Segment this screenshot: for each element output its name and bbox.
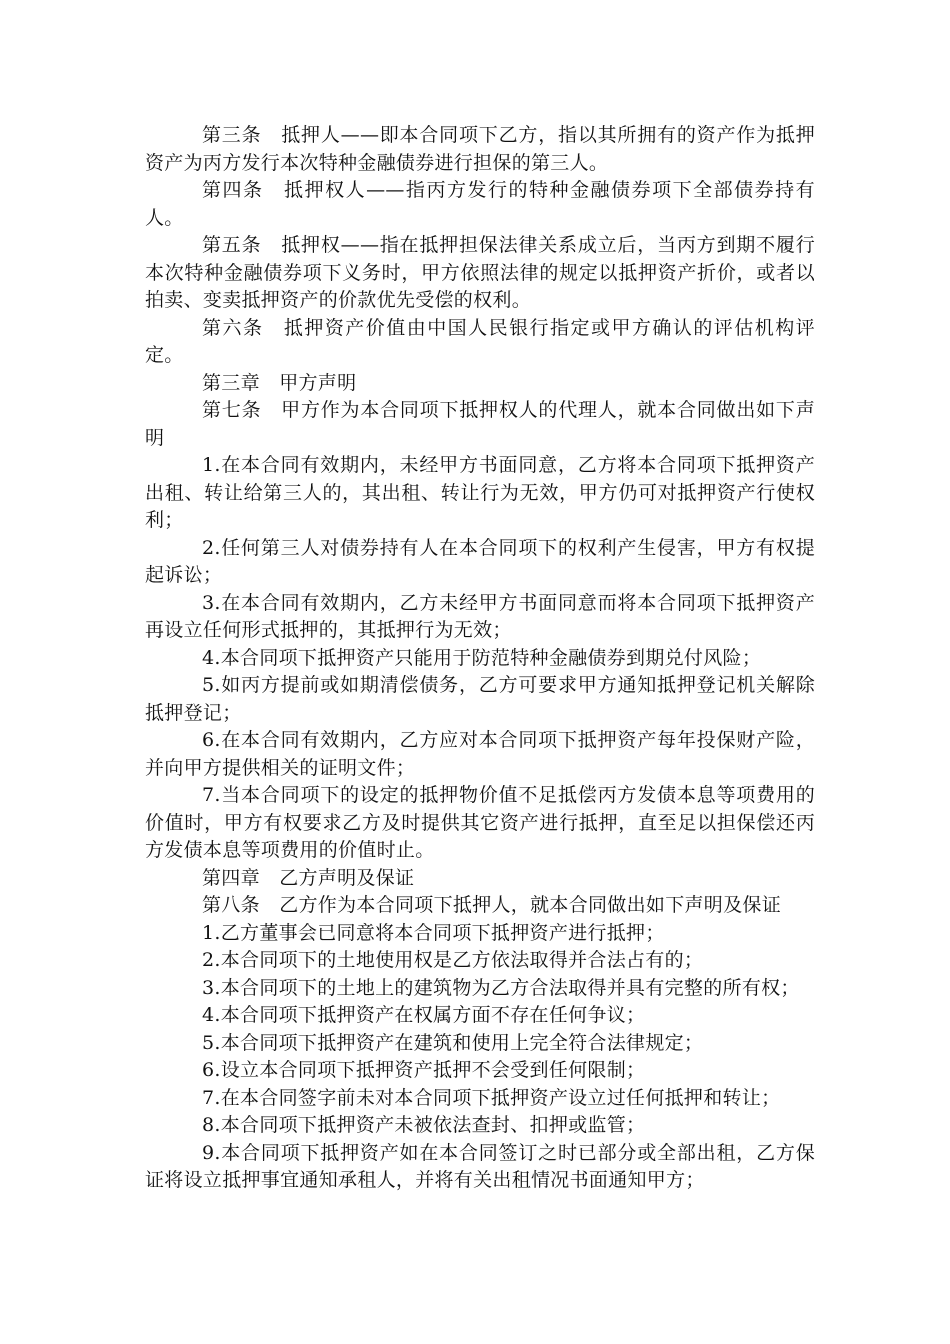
article-7-item-1: 1.在本合同有效期内，未经甲方书面同意，乙方将本合同项下抵押资产出租、转让给第三人的，其出租、转让行为无效，甲方仍可对抵押资产行使权利； (145, 454, 815, 531)
article-8-paragraph: 第八条 乙方作为本合同项下抵押人，就本合同做出如下声明及保证 (202, 894, 782, 916)
article-6-paragraph: 第六条 抵押资产价值由中国人民银行指定或甲方确认的评估机构评定。 (145, 316, 815, 366)
article-8-item-2: 2.本合同项下的土地使用权是乙方依法取得并合法占有的； (202, 949, 704, 971)
article-4-paragraph: 第四条 抵押权人——指丙方发行的特种金融债券项下全部债券持有人。 (145, 179, 815, 229)
article-7-item-6: 6.在本合同有效期内，乙方应对本合同项下抵押资产每年投保财产险，并向甲方提供相关的证明文件； (145, 729, 815, 779)
article-7-item-7: 7.当本合同项下的设定的抵押物价值不足抵偿丙方发债本息等项费用的价值时，甲方有权要求乙方及时提供其它资产进行抵押，直至足以担保偿还丙方发债本息等项费用的价值时止。 (145, 784, 815, 861)
document-body (145, 122, 815, 1195)
article-7-item-5: 5.如丙方提前或如期清偿债务，乙方可要求甲方通知抵押登记机关解除抵押登记； (145, 674, 815, 724)
article-8-item-8: 8.本合同项下抵押资产未被依法查封、扣押或监管； (202, 1114, 646, 1136)
article-8-item-7: 7.在本合同签字前未对本合同项下抵押资产设立过任何抵押和转让； (202, 1086, 781, 1109)
article-8-item-9: 9.本合同项下抵押资产如在本合同签订之时已部分或全部出租，乙方保证将设立抵押事宜通知承租人，并将有关出租情况书面通知甲方； (145, 1141, 815, 1191)
chapter-3-heading: 第三章 甲方声明 (202, 371, 357, 394)
article-8-item-3: 3.本合同项下的土地上的建筑物为乙方合法取得并具有完整的所有权； (202, 976, 800, 999)
article-7-item-2: 2.任何第三人对债券持有人在本合同项下的权利产生侵害，甲方有权提起诉讼； (145, 536, 815, 586)
article-8-item-1: 1.乙方董事会已同意将本合同项下抵押资产进行抵押； (202, 921, 665, 944)
article-7-item-4: 4.本合同项下抵押资产只能用于防范特种金融债券到期兑付风险； (202, 646, 762, 669)
article-8-item-6: 6.设立本合同项下抵押资产抵押不会受到任何限制； (202, 1059, 646, 1081)
article-7-item-3: 3.在本合同有效期内，乙方未经甲方书面同意而将本合同项下抵押资产再设立任何形式抵押的，其抵押行为无效； (145, 591, 815, 641)
article-5-paragraph: 第五条 抵押权——指在抵押担保法律关系成立后，当丙方到期不履行本次特种金融债券项下义务时，甲方依照法律的规定以抵押资产折价，或者以拍卖、变卖抵押资产的价款优先受偿的权利。 (145, 234, 815, 311)
article-8-item-4: 4.本合同项下抵押资产在权属方面不存在任何争议； (202, 1004, 646, 1026)
article-8-item-5: 5.本合同项下抵押资产在建筑和使用上完全符合法律规定； (202, 1031, 704, 1054)
article-7-paragraph: 第七条 甲方作为本合同项下抵押权人的代理人，就本合同做出如下声明 (145, 399, 815, 449)
chapter-4-heading: 第四章 乙方声明及保证 (202, 866, 415, 889)
article-3-paragraph: 第三条 抵押人——即本合同项下乙方，指以其所拥有的资产作为抵押资产为丙方发行本次特种金融债券进行担保的第三人。 (145, 124, 815, 174)
